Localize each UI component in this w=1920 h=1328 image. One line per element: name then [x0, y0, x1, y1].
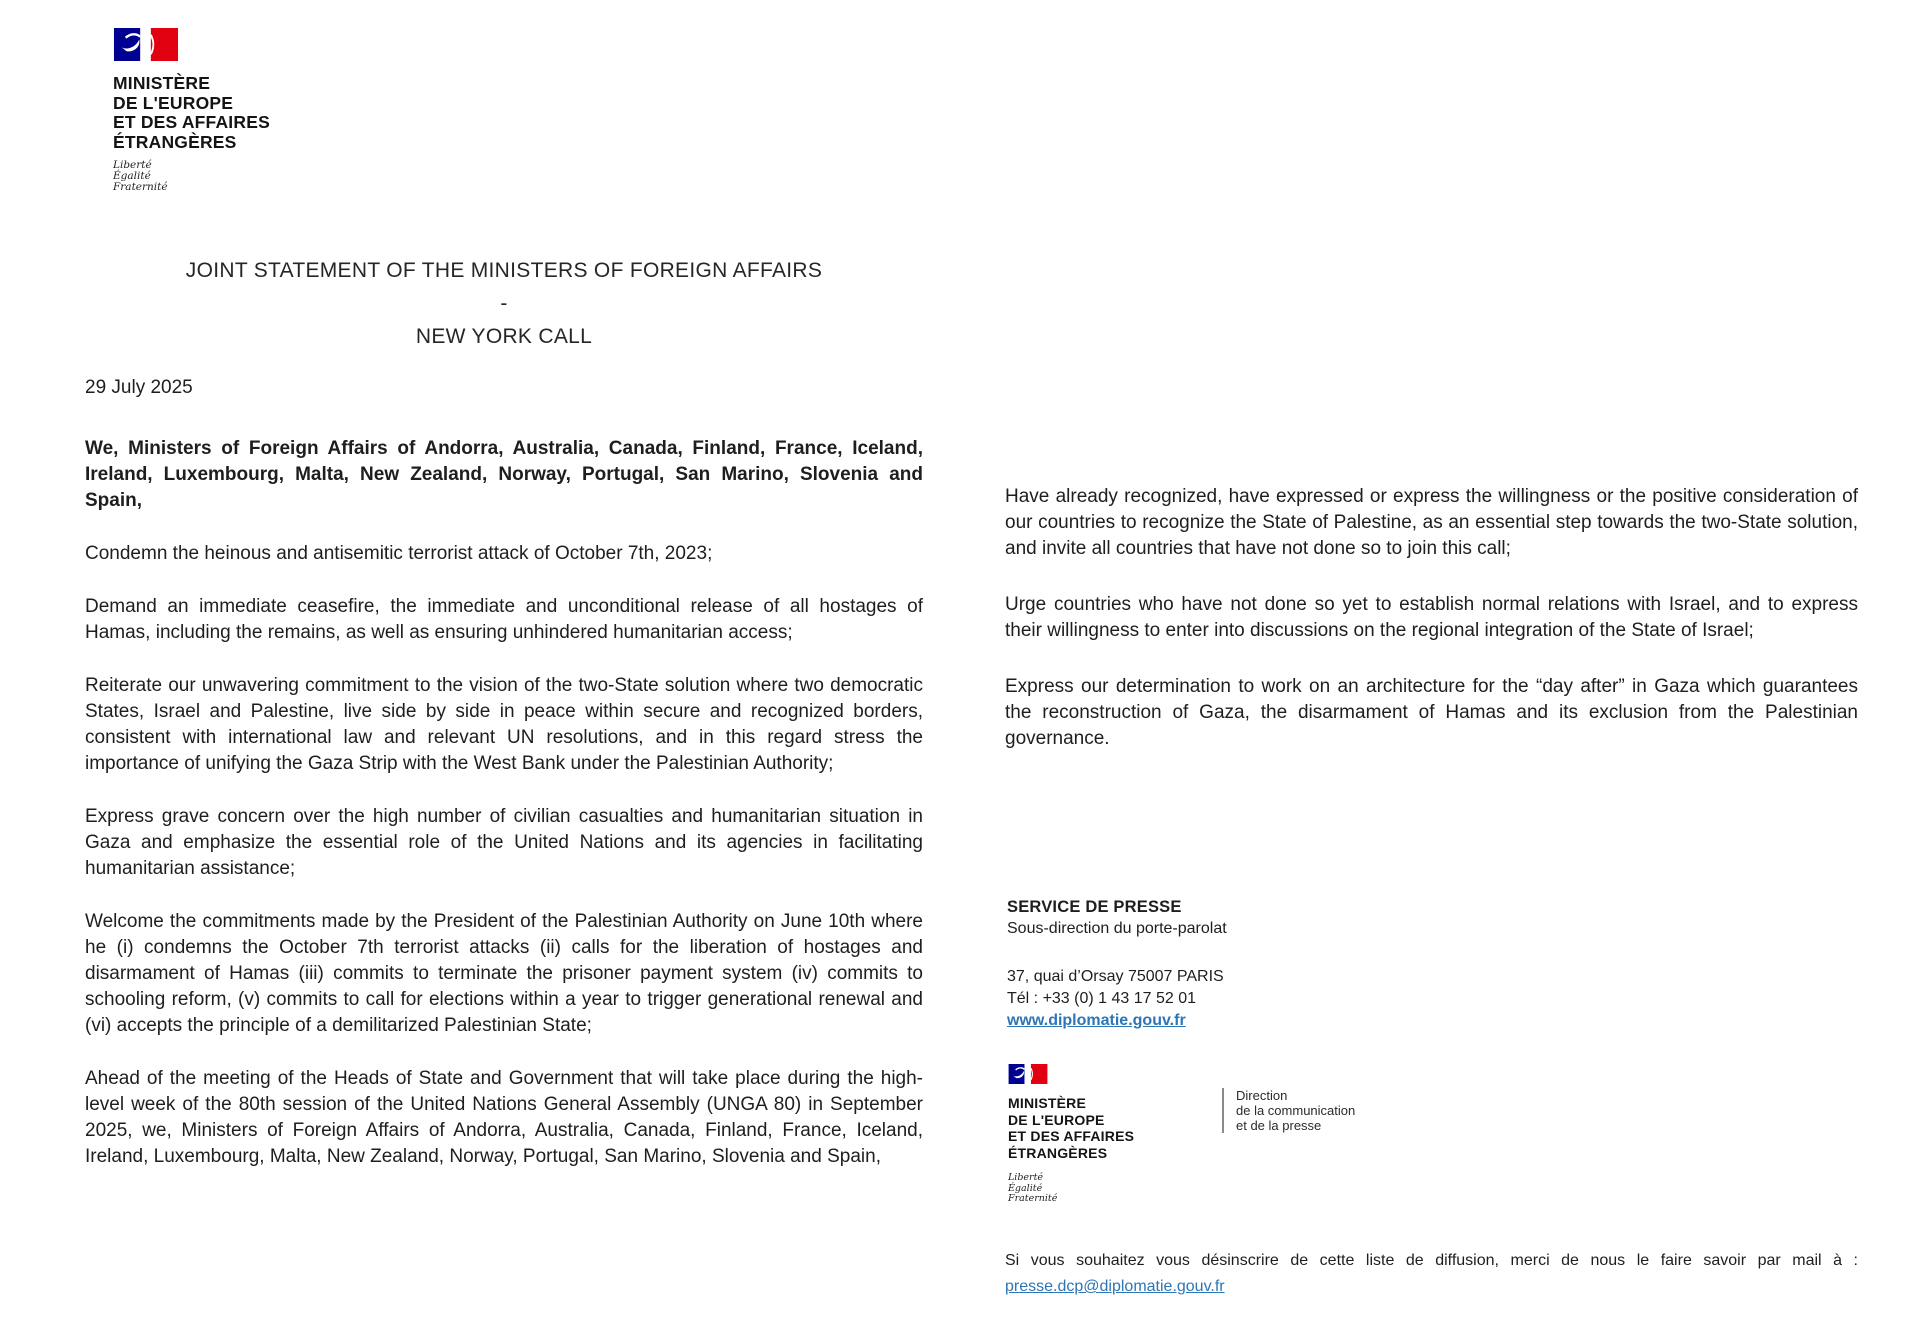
ministry-name-line: DE L'EUROPE: [1008, 1111, 1105, 1128]
paragraph-ahead: Ahead of the meeting of the Heads of State and Government that will take place during the high-level week of the 80th session of the United Nations General Assembly (UNGA 80) in September 2025, we, Ministers of Foreign Affairs of Andorra, Australia, Canada, Finland, France, Iceland, Ireland, Luxembourg, Malta, New Zealand, Norway, Portugal, San Marino, Slovenia and Spain,: [85, 1068, 923, 1167]
title-line-1: JOINT STATEMENT OF THE MINISTERS OF FOREIGN AFFAIRS: [185, 259, 823, 282]
paragraph-determination: Express our determination to work on an architecture for the “day after” in Gaza which guarantees the reconstruction of Gaza, the disarmament of Hamas and its exclusion from the Palestinian governance.: [1005, 676, 1858, 749]
ministry-name-line: ÉTRANGÈRES: [1008, 1144, 1108, 1161]
ministry-name-line: ET DES AFFAIRES: [1008, 1128, 1135, 1144]
motto-line: Fraternité: [1008, 1193, 1058, 1204]
statement-body-right: [1005, 484, 1858, 782]
press-service-heading: SERVICE DE PRESSE: [1007, 898, 1182, 916]
paragraph-demand: Demand an immediate ceasefire, the immediate and unconditional release of all hostages of Hamas, including the remains, as well as ensuring unhindered humanitarian access;: [85, 596, 923, 643]
unsubscribe-email-link[interactable]: presse.dcp@diplomatie.gouv.fr: [1005, 1278, 1225, 1295]
footer-ministry-logo: [1008, 1064, 1134, 1205]
paragraph-recognized: Have already recognized, have expressed or express the willingness or the positive consideration of our countries to recognize the State of Palestine, as an essential step towards the two-State solution, and invite all countries that have not done so to join this call;: [1005, 486, 1858, 559]
press-service-block: [1007, 896, 1647, 1032]
ministry-name-line: ET DES AFFAIRES: [113, 112, 270, 132]
paragraph-express-concern: Express grave concern over the high number of civilian casualties and humanitarian situation in Gaza and emphasize the essential role of the United Nations and its agencies in facilitating humanitarian assistance;: [85, 806, 923, 879]
unsubscribe-text: Si vous souhaitez vous désinscrire de cette liste de diffusion, merci de nous le faire savoir par mail à :: [1005, 1252, 1858, 1269]
ministry-motto: [1008, 1173, 1134, 1205]
paragraph-urge: Urge countries who have not done so yet to establish normal relations with Israel, and to express their willingness to enter into discussions on the regional integration of the State of Israel;: [1005, 594, 1858, 641]
direction-communication-block: [1222, 1088, 1355, 1133]
ministry-name-line: DE L'EUROPE: [113, 92, 234, 113]
ministry-name-line: MINISTÈRE: [1008, 1095, 1087, 1111]
motto-line: Liberté: [113, 159, 152, 171]
paragraph-reiterate: Reiterate our unwavering commitment to the vision of the two-State solution where two democratic States, Israel and Palestine, live side by side in peace within secure and recognized borders, consistent with international law and relevant UN resolutions, and in this regard stress the importance of unifying the Gaza Strip with the West Bank under the Palestinian Authority;: [85, 675, 923, 774]
ministry-name-line: MINISTÈRE: [113, 73, 211, 93]
press-service-address: 37, quai d’Orsay 75007 PARIS: [1007, 968, 1224, 985]
direction-line: de la communication: [1236, 1103, 1356, 1118]
paragraph-condemn: Condemn the heinous and antisemitic terrorist attack of October 7th, 2023;: [85, 543, 713, 564]
paragraph-welcome: Welcome the commitments made by the President of the Palestinian Authority on June 10th where he (i) condemns the October 7th terrorist attacks (ii) calls for the liberation of hostages and disarmament of Hamas (iii) commits to terminate the prisoner payment system (iv) commits to schooling reform, (v) commits to call for elections within a year to trigger generational renewal and (vi) accepts the principle of a demilitarized Palestinian State;: [85, 911, 923, 1036]
ministry-name: [113, 74, 270, 152]
french-flag-icon: [1008, 1064, 1048, 1084]
motto-line: Égalité: [1008, 1182, 1043, 1194]
website-link[interactable]: www.diplomatie.gouv.fr: [1007, 1012, 1186, 1029]
statement-title: [85, 254, 923, 353]
ministry-name-line: ÉTRANGÈRES: [113, 131, 237, 152]
motto-line: Fraternité: [113, 181, 168, 193]
title-line-2: NEW YORK CALL: [415, 325, 593, 348]
motto-line: Liberté: [1008, 1172, 1044, 1183]
title-separator: -: [500, 292, 508, 315]
unsubscribe-note: [1005, 1248, 1858, 1300]
paragraph-signatories: We, Ministers of Foreign Affairs of Andorra, Australia, Canada, Finland, France, Iceland, Ireland, Luxembourg, Malta, New Zealand, Norway, Portugal, San Marino, Slovenia and Spain,: [85, 438, 923, 511]
direction-line: Direction: [1236, 1088, 1288, 1103]
statement-body-left: [85, 436, 923, 1197]
motto-line: Égalité: [113, 170, 151, 182]
french-flag-icon: [113, 28, 179, 61]
direction-line: et de la presse: [1236, 1118, 1322, 1133]
press-service-subheading: Sous-direction du porte-parolat: [1007, 920, 1227, 937]
ministry-logo: [113, 28, 270, 193]
statement-date: 29 July 2025: [85, 377, 193, 398]
ministry-name: [1008, 1095, 1134, 1161]
press-service-phone: Tél : +33 (0) 1 43 17 52 01: [1007, 990, 1197, 1007]
ministry-motto: [113, 160, 270, 193]
